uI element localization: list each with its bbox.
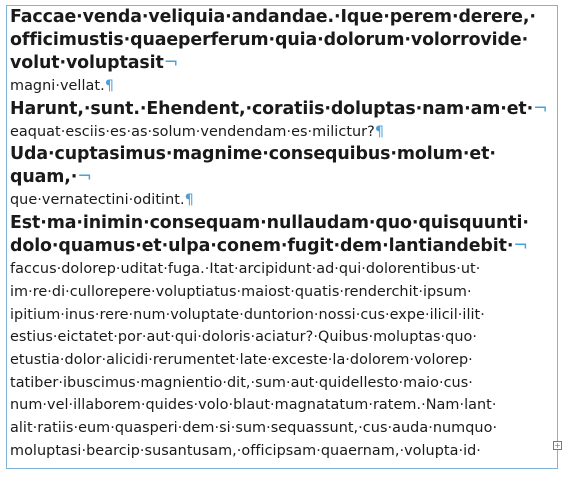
heading-line (10, 235, 555, 258)
heading-line (10, 166, 555, 189)
body-line (10, 258, 555, 281)
body-line (10, 121, 555, 144)
forced-break-mark-icon: ¬ (163, 53, 179, 73)
line-text: magni·vellat. (10, 78, 105, 94)
line-text: dolo·quamus·et·ulpa·conem·fugit·dem·lantiandebit· (10, 236, 514, 257)
line-text: etustia·dolor·alicidi·rerumentet·late·exceste·la·dolorem·volorep· (10, 351, 473, 368)
heading-line (10, 212, 555, 235)
body-line (10, 189, 555, 212)
line-text: alit·ratiis·eum·quasperi·dem·si·sum·sequassunt,·cus·auda·numquo· (10, 420, 498, 437)
line-text: Uda·cuptasimus·magnime·consequibus·molum·et· (10, 144, 496, 165)
heading-line (10, 6, 555, 29)
heading-line (10, 98, 555, 121)
paragraph-mark-icon: ¶ (374, 123, 385, 140)
line-text: moluptasi·bearcip·susantusam,·officipsam·quaernam,·volupta·id· (10, 442, 481, 459)
line-text: que·vernatectini·oditint. (10, 192, 185, 209)
body-line (10, 440, 555, 463)
line-text: im·re·di·cullorepere·voluptiatus·maiost·quatis·renderchit·ipsum· (10, 283, 472, 300)
line-text: officimustis·quaeperferum·quia·dolorum·volorrovide· (10, 30, 529, 50)
forced-break-mark-icon: ¬ (533, 98, 548, 119)
text-flow[interactable] (10, 6, 555, 462)
line-text: volut·voluptasit (10, 53, 164, 73)
overset-text-indicator[interactable]: + (554, 441, 561, 450)
line-text: faccus·dolorep·uditat·fuga.·Itat·arcipidunt·ad·qui·dolorentibus·ut· (10, 261, 481, 278)
body-line (10, 349, 555, 372)
line-text: quam,· (10, 167, 78, 188)
body-line (10, 394, 555, 417)
line-text: num·vel·illaborem·quides·volo·blaut·magnatatum·ratem.·Nam·lant· (10, 397, 497, 414)
body-line (10, 304, 555, 327)
forced-break-mark-icon: ¬ (77, 167, 92, 188)
heading-line (10, 29, 555, 52)
body-line (10, 75, 555, 98)
forced-break-mark-icon: ¬ (513, 236, 528, 257)
body-line (10, 326, 555, 349)
body-line (10, 372, 555, 395)
line-text: tatiber·ibuscimus·magnientio·dit,·sum·aut·quidellesto·maio·cus· (10, 374, 473, 391)
heading-line (10, 143, 555, 166)
paragraph-mark-icon: ¶ (104, 78, 114, 94)
line-text: estius·eictatet·por·aut·qui·doloris·aciatur?·Quibus·moluptas·quo· (10, 329, 477, 346)
body-line (10, 281, 555, 304)
heading-line (10, 52, 555, 75)
line-text: ipitium·inus·rere·num·voluptate·duntorion·nossi·cus·expe·ilicil·ilit· (10, 306, 485, 323)
line-text: eaquat·esciis·es·as·solum·vendendam·es·milictur? (10, 123, 375, 140)
body-line (10, 417, 555, 440)
line-text: Est·ma·inimin·consequam·nullaudam·quo·quisquunti· (10, 213, 529, 234)
line-text: Harunt,·sunt.·Ehendent,·coratiis·doluptas·nam·am·et· (10, 98, 534, 119)
line-text: Faccae·venda·veliquia·andandae.·Ique·perem·derere,· (10, 7, 536, 27)
paragraph-mark-icon: ¶ (184, 192, 194, 209)
